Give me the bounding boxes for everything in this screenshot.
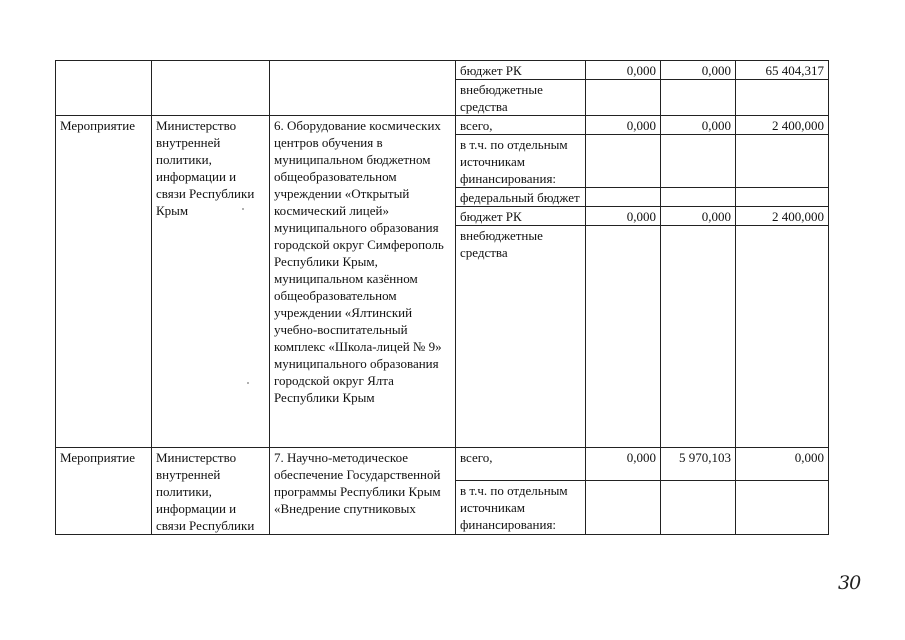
source-label: внебюджетные средства [456,80,586,116]
scan-artifact [242,208,244,210]
value-cell-empty [586,481,661,535]
value-cell-empty [736,226,829,448]
value-cell-empty [586,226,661,448]
budget-table [55,60,829,535]
value-cell: 0,000 [661,61,736,80]
source-label: бюджет РК [456,207,586,226]
value-cell-empty [586,188,661,207]
description-cell-empty [270,61,456,116]
measure-type: Мероприятие [56,116,152,448]
measure-executor: Министерство внутренней политики, информации и связи Республики [152,448,270,535]
value-cell: 0,000 [661,207,736,226]
source-label: всего, [456,448,586,481]
value-cell-empty [661,80,736,116]
value-cell: 2 400,000 [736,207,829,226]
value-cell-empty [661,188,736,207]
table-row [56,61,829,80]
source-label: в т.ч. по отдельным источникам финансирования: [456,481,586,535]
value-cell: 5 970,103 [661,448,736,481]
value-cell-empty [736,80,829,116]
source-label: внебюджетные средства [456,226,586,448]
source-label: бюджет РК [456,61,586,80]
type-cell-empty [56,61,152,116]
value-cell-empty [586,80,661,116]
value-cell: 0,000 [586,207,661,226]
source-label: всего, [456,116,586,135]
value-cell-empty [661,226,736,448]
measure-executor: Министерство внутренней политики, информации и связи Республики Крым [152,116,270,448]
value-cell-empty [661,135,736,188]
source-label: федеральный бюджет [456,188,586,207]
value-cell: 0,000 [586,116,661,135]
value-cell-empty [661,481,736,535]
table-row [56,448,829,481]
value-cell: 0,000 [586,448,661,481]
value-cell: 65 404,317 [736,61,829,80]
value-cell: 0,000 [736,448,829,481]
executor-cell-empty [152,61,270,116]
page-number: 30 [838,572,861,594]
value-cell-empty [736,481,829,535]
value-cell-empty [586,135,661,188]
source-label: в т.ч. по отдельным источникам финансирования: [456,135,586,188]
measure-description: 7. Научно-методическое обеспечение Государственной программы Республики Крым «Внедрение спутниковых [270,448,456,535]
value-cell-empty [736,188,829,207]
value-cell: 0,000 [586,61,661,80]
value-cell: 0,000 [661,116,736,135]
value-cell: 2 400,000 [736,116,829,135]
table-row [56,116,829,135]
measure-description: 6. Оборудование космических центров обучения в муниципальном бюджетном общеобразовательном учреждении «Открытый космический лицей» муниципального образования городской округ Симферополь Республики Крым, муниципальном казённом общеобразовательном учреждении «Ялтинский учебно-воспитательный комплекс «Школа-лицей № 9» муниципального образования городской округ Ялта Республики Крым [270,116,456,448]
value-cell-empty [736,135,829,188]
measure-type: Мероприятие [56,448,152,535]
scan-artifact [247,382,249,384]
